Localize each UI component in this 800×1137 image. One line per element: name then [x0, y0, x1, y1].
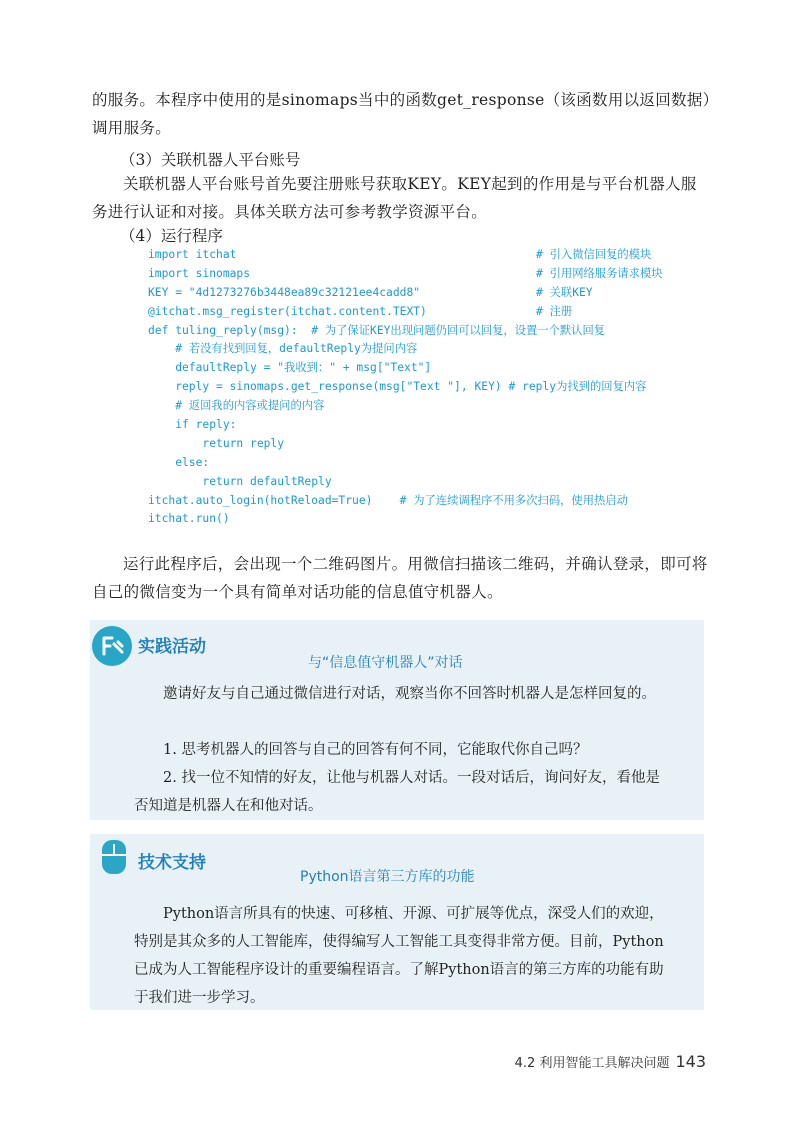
code-text: # 返回我的内容或提问的内容 [148, 399, 325, 413]
code-line [148, 416, 708, 435]
code-line [148, 454, 708, 473]
support-p1: Python语言所具有的快速、可移植、开源、可扩展等优点，深受人们的欢迎，特别是其众多的人工智能库，使得编写人工智能工具变得非常方便。目前，Python已成为人工智能程序设计的重要编程语言。了解Python语言的第三方库的功能有助于我们进一步学习。 [134, 906, 664, 1006]
section4-heading: （4）运行程序 [120, 227, 223, 245]
intro-paragraph: 的服务。本程序中使用的是sinomaps当中的函数get_response（该函数用以返回数据）调用服务。 [92, 91, 711, 137]
section3-body: 关联机器人平台账号首先要注册账号获取KEY。KEY起到的作用是与平台机器人服务进行认证和对接。具体关联方法可参考教学资源平台。 [92, 175, 697, 221]
code-line [148, 359, 708, 378]
support-label: 技术支持 [138, 853, 206, 873]
after-code-paragraph: 运行此程序后，会出现一个二维码图片。用微信扫描该二维码，并确认登录，即可将自己的微信变为一个具有简单对话功能的信息值守机器人。 [92, 555, 708, 601]
code-line [148, 435, 708, 454]
code-text: reply = sinomaps.get_response(msg["Text "], KEY) # reply为找到的回复内容 [148, 380, 647, 394]
code-text: defaultReply = "我收到：" + msg["Text"] [148, 361, 432, 375]
code-text: else: [148, 455, 210, 469]
code-line [148, 284, 708, 303]
support-box [90, 834, 704, 1010]
code-text: itchat.run() [148, 512, 230, 526]
code-text: KEY = "4d1273276b3448ea89c32121ee4cadd8" [148, 285, 421, 299]
activity-icon [92, 626, 132, 666]
activity-label: 实践活动 [138, 637, 206, 657]
code-line [148, 246, 708, 265]
code-line [148, 378, 708, 397]
code-text: import itchat [148, 248, 237, 261]
code-text: if reply: [148, 418, 237, 432]
support-subtitle: Python语言第三方库的功能 [300, 869, 475, 885]
code-comment: # 关联KEY [536, 285, 593, 299]
code-line [148, 492, 708, 511]
code-text: itchat.auto_login(hotReload=True) # 为了连续调程序不用多次扫码，使用热启动 [148, 493, 628, 507]
activity-p1: 邀请好友与自己通过微信进行对话，观察当你不回答时机器人是怎样回复的。 [163, 686, 656, 702]
page-number: 143 [675, 1052, 706, 1071]
code-line [148, 322, 708, 341]
code-text: def tuling_reply(msg): # 为了保证KEY出现问题仍回可以回复，设置一个默认回复 [148, 323, 606, 337]
code-line [148, 303, 708, 322]
code-line [148, 473, 708, 492]
code-comment: # 引入微信回复的模块 [536, 248, 652, 261]
code-line [148, 510, 708, 529]
activity-p2: 1. 思考机器人的回答与自己的回答有何不同，它能取代你自己吗？ [163, 742, 588, 758]
code-text: # 若没有找到回复，defaultReply为提问内容 [148, 342, 418, 356]
code-text: import sinomaps [148, 266, 251, 280]
section3-heading: （3）关联机器人平台账号 [120, 151, 301, 169]
code-line [148, 397, 708, 416]
code-text: @itchat.msg_register(itchat.content.TEXT) [148, 304, 427, 318]
activity-subtitle: 与“信息值守机器人”对话 [308, 655, 463, 671]
code-comment: # 引用网络服务请求模块 [536, 266, 663, 280]
activity-p3: 2. 找一位不知情的好友，让他与机器人对话。一段对话后，询问好友，看他是否知道是机器人在和他对话。 [134, 770, 660, 814]
code-line [148, 265, 708, 284]
activity-box [90, 620, 704, 820]
mouse-icon [102, 840, 126, 874]
code-line [148, 340, 708, 359]
page-footer [515, 1052, 706, 1071]
footer-section: 4.2 利用智能工具解决问题 [514, 1056, 670, 1071]
code-comment: # 注册 [536, 304, 573, 318]
code-text: return defaultReply [148, 474, 332, 488]
code-text: return reply [148, 436, 285, 450]
code-block [148, 246, 708, 529]
